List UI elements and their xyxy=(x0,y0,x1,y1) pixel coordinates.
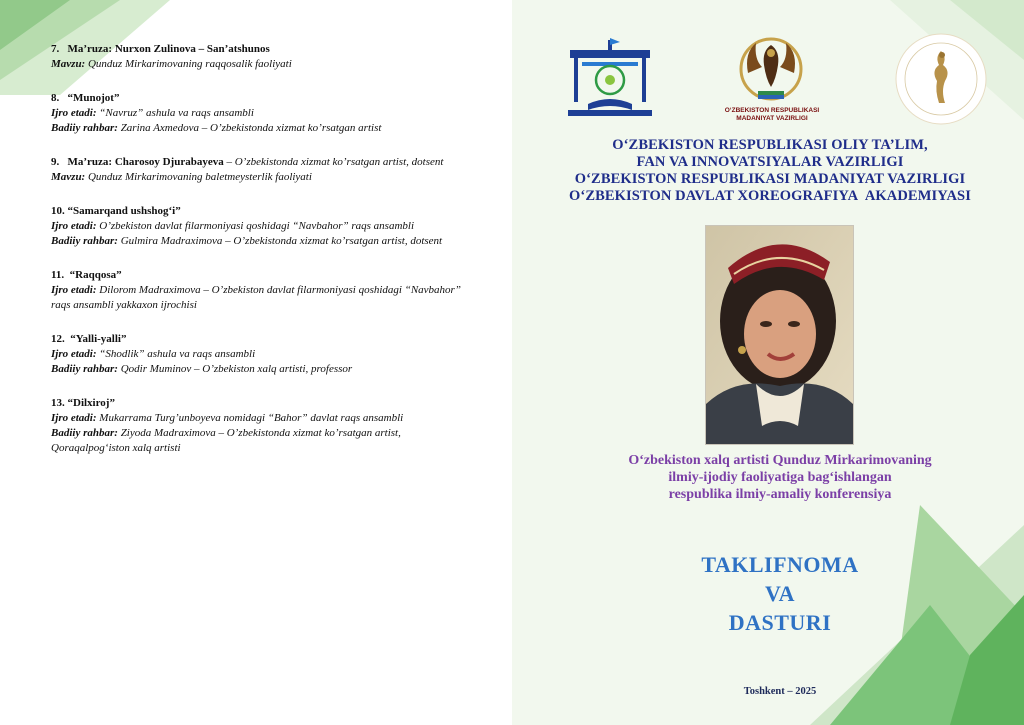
detail-label: Badiiy rahbar: xyxy=(51,427,118,439)
detail-label: Ijro etadi: xyxy=(51,412,97,424)
program-item-detail xyxy=(51,106,471,121)
university-logo xyxy=(568,38,652,118)
program-item-title: 10. “Samarqand ushshog‘i” xyxy=(51,205,181,217)
detail-text: Gulmira Madraximova – O’zbekistonda xizmat ko’rsatgan artist, dotsent xyxy=(117,235,443,247)
conference-subtitle xyxy=(560,452,1000,503)
program-item-title: 7. Ma’ruza: Nurxon Zulinova – San’atshunos xyxy=(51,43,270,55)
program-item-heading xyxy=(51,42,471,57)
detail-text: Ziyoda Madraximova – O’zbekistonda xizmat ko’rsatgan artist, Qoraqalpog‘iston xalq artisti xyxy=(51,427,401,454)
program-item-heading xyxy=(51,155,471,170)
detail-label: Ijro etadi: xyxy=(51,284,97,296)
detail-text: Mukarrama Turg’unboyeva nomidagi “Bahor” davlat raqs ansambli xyxy=(96,412,404,424)
portrait-photo xyxy=(705,225,854,445)
place-year: Toshkent – 2025 xyxy=(743,686,817,697)
program-item xyxy=(51,91,471,136)
detail-label: Badiiy rahbar: xyxy=(51,122,118,134)
detail-text: Qunduz Mirkarimovaning raqqosalik faoliyati xyxy=(85,58,292,70)
program-item-detail xyxy=(51,362,471,377)
detail-label: Ijro etadi: xyxy=(51,220,97,232)
program-item-heading xyxy=(51,268,471,283)
detail-text: Qunduz Mirkarimovaning baletmeysterlik faoliyati xyxy=(85,171,312,183)
program-item-title: 12. “Yalli-yalli” xyxy=(51,333,127,345)
detail-text: Zarina Axmedova – O’zbekistonda xizmat ko’rsatgan artist xyxy=(117,122,382,134)
detail-label: Ijro etadi: xyxy=(51,107,97,119)
detail-label: Mavzu: xyxy=(51,171,86,183)
invite-line: VA xyxy=(765,581,795,606)
detail-text: Dilorom Madraximova – O’zbekiston davlat filarmoniyasi qoshidagi “Navbahor” raqs ansambli yakkaxon ijrochisi xyxy=(51,284,461,311)
program-item-detail xyxy=(51,411,471,426)
organizers-block xyxy=(530,137,1010,205)
program-item xyxy=(51,204,471,249)
program-item-heading xyxy=(51,91,471,106)
detail-text: “Navruz” ashula va raqs ansambli xyxy=(96,107,254,119)
program-item-heading xyxy=(51,396,471,411)
program-item-heading xyxy=(51,332,471,347)
program-item xyxy=(51,332,471,377)
subtitle-line: O‘zbekiston xalq artisti Qunduz Mirkarimovaning xyxy=(628,453,932,468)
uzbekistan-emblem-icon xyxy=(736,33,806,107)
detail-label: Ijro etadi: xyxy=(51,348,97,360)
detail-label: Badiiy rahbar: xyxy=(51,235,118,247)
program-item-title: 13. “Dilxiroj” xyxy=(51,397,115,409)
organizer-line: O‘ZBEKISTON RESPUBLIKASI OLIY TA’LIM, xyxy=(612,137,928,153)
detail-text: O’zbekiston davlat filarmoniyasi qoshidagi “Navbahor” raqs ansambli xyxy=(96,220,415,232)
program-item-detail xyxy=(51,347,471,362)
detail-text: “Shodlik” ashula va raqs ansambli xyxy=(96,348,256,360)
program-item-title: 8. “Munojot” xyxy=(51,92,120,104)
subtitle-line: ilmiy-ijodiy faoliyatiga bag‘ishlangan xyxy=(668,470,892,485)
program-list xyxy=(51,42,471,475)
organizer-line: FAN VA INNOVATSIYALAR VAZIRLIGI xyxy=(636,154,904,170)
detail-label: Mavzu: xyxy=(51,58,86,70)
program-item xyxy=(51,42,471,72)
program-item-title: 11. “Raqqosa” xyxy=(51,269,122,281)
program-item-heading xyxy=(51,204,471,219)
choreography-academy-logo xyxy=(895,33,987,125)
program-item-detail xyxy=(51,121,471,136)
invitation-title xyxy=(680,550,880,637)
program-item-detail xyxy=(51,283,471,313)
invite-line: TAKLIFNOMA xyxy=(701,552,859,577)
emblem-caption-line: O‘ZBEKISTON RESPUBLIKASI xyxy=(724,107,820,114)
organizer-line: O‘ZBEKISTON RESPUBLIKASI MADANIYAT VAZIRLIGI xyxy=(574,171,966,187)
program-item-detail xyxy=(51,57,471,72)
subtitle-line: respublika ilmiy-amaliy konferensiya xyxy=(668,487,892,502)
program-item-detail xyxy=(51,219,471,234)
program-item xyxy=(51,396,471,456)
program-item-title: 9. Ma’ruza: Charosoy Djurabayeva xyxy=(51,156,224,168)
program-item-detail xyxy=(51,170,471,185)
program-item-detail xyxy=(51,426,471,456)
emblem-caption-line: MADANIYAT VAZIRLIGI xyxy=(736,115,808,122)
detail-label: Badiiy rahbar: xyxy=(51,363,118,375)
invite-line: DASTURI xyxy=(728,610,832,635)
detail-text: Qodir Muminov – O’zbekiston xalq artisti, professor xyxy=(117,363,353,375)
program-item xyxy=(51,268,471,313)
program-item-title-extra: – O’zbekistonda xizmat ko’rsatgan artist, dotsent xyxy=(223,156,444,168)
emblem-caption xyxy=(712,107,832,123)
program-item-detail xyxy=(51,234,471,249)
program-item xyxy=(51,155,471,185)
organizer-line: O‘ZBEKISTON DAVLAT XOREOGRAFIYA AKADEMIYASI xyxy=(569,188,971,204)
